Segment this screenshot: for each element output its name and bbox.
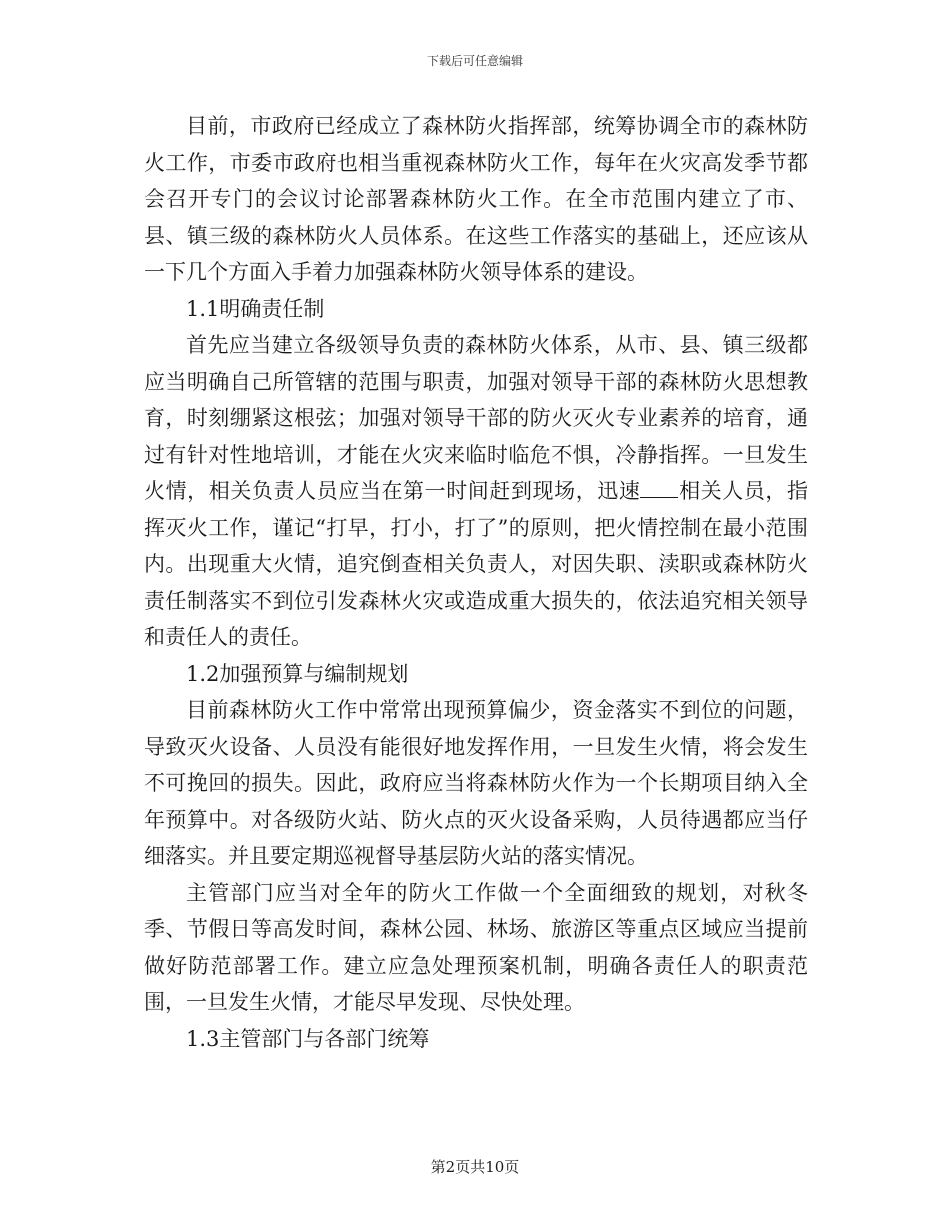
paragraph-responsibility-part-a: 首先应当建立各级领导负责的森林防火体系，从市、县、镇三级都应当明确自己所管辖的范围与职责，加强对领导干部的森林防火思想教育，时刻绷紧这根弦；加强对领导干部的防火灭火专业素养的培育，通过有针对性地培训，才能在火灾来临时临危不惧，冷静指挥。一旦发生火情，相关负责人员应当在第一时间赶到现场，迅速 [144, 333, 808, 503]
page-header: 下载后可任意编辑 [426, 54, 523, 68]
blank-underline [640, 479, 678, 498]
paragraph-planning: 主管部门应当对全年的防火工作做一个全面细致的规划，对秋冬季、节假日等高发时间，森林公园、林场、旅游区等重点区域应当提前做好防范部署工作。建立应急处理预案机制，明确各责任人的职责范围，一旦发生火情，才能尽早发现、尽快处理。 [144, 880, 808, 1014]
paragraph-intro: 目前，市政府已经成立了森林防火指挥部，统筹协调全市的森林防火工作，市委市政府也相当重视森林防火工作，每年在火灾高发季节都会召开专门的会议讨论部署森林防火工作。在全市范围内建立了市、县、镇三级的森林防火人员体系。在这些工作落实的基础上，还应该从一下几个方面入手着力加强森林防火领导体系的建设。 [144, 114, 808, 284]
paragraph-budget: 目前森林防火工作中常常出现预算偏少，资金落实不到位的问题，导致灭火设备、人员没有能很好地发挥作用，一旦发生火情，将会发生不可挽回的损失。因此，政府应当将森林防火作为一个长期项目纳入全年预算中。对各级防火站、防火点的灭火设备采购，人员待遇都应当仔细落实。并且要定期巡视督导基层防火站的落实情况。 [144, 698, 808, 868]
paragraph-responsibility [144, 327, 808, 656]
paragraph-responsibility-part-b: 相关人员，指挥灭火工作，谨记“打早，打小，打了”的原则，把火情控制在最小范围内。出现重大火情，追究倒查相关负责人，对因失职、渎职或森林防火责任制落实不到位引发森林火灾或造成重大损失的，依法追究相关领导和责任人的责任。 [144, 479, 809, 649]
section-heading-1-1: 1.1明确责任制 [186, 296, 325, 321]
page-footer: 第2页共10页 [430, 1158, 520, 1176]
section-heading-1-2: 1.2加强预算与编制规划 [186, 661, 409, 686]
document-body [144, 108, 808, 1057]
section-heading-1-3: 1.3主管部门与各部门统筹 [186, 1026, 430, 1051]
